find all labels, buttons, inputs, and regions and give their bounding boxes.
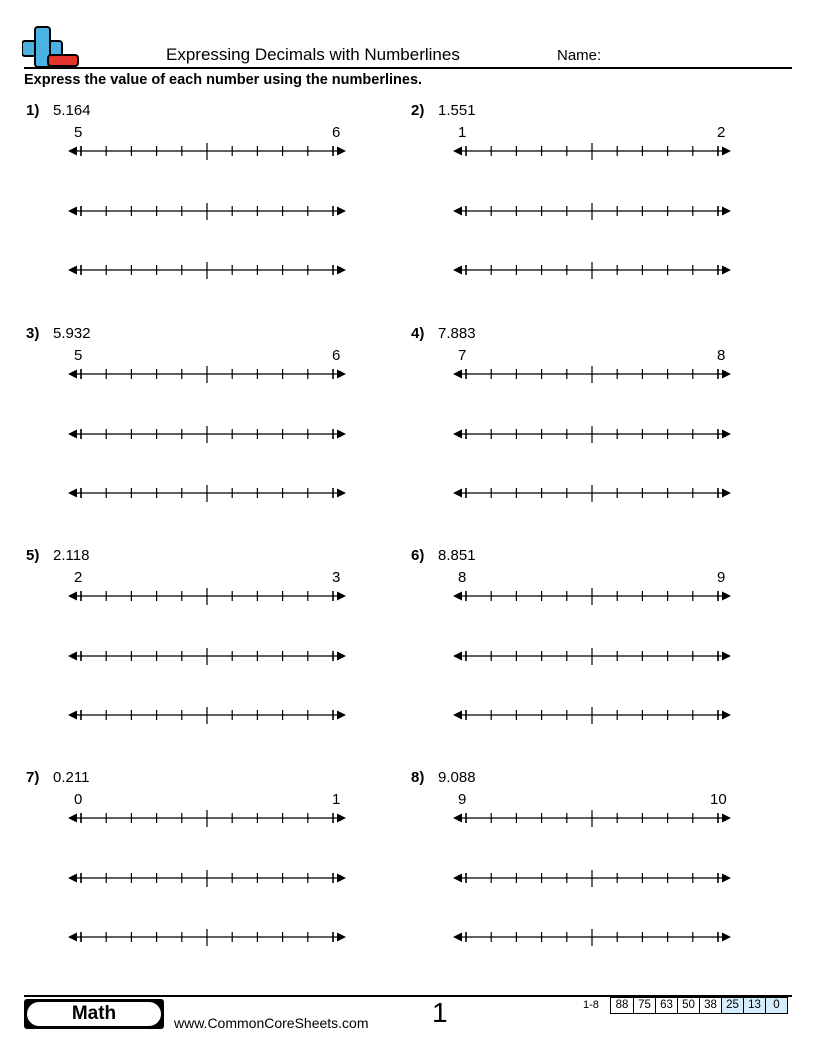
left-arrow-icon [453, 652, 462, 661]
right-arrow-icon [722, 370, 731, 379]
numberline [449, 648, 735, 673]
left-arrow-icon [453, 207, 462, 216]
left-arrow-icon [68, 711, 77, 720]
left-arrow-icon [68, 207, 77, 216]
numberline [449, 262, 735, 287]
left-arrow-icon [68, 933, 77, 942]
numberline-start-label: 5 [74, 347, 83, 364]
numberline-svg [449, 707, 735, 727]
numberline-end-label: 2 [717, 124, 726, 141]
numberline-svg [64, 707, 350, 727]
right-arrow-icon [722, 711, 731, 720]
numberline-start-label: 7 [458, 347, 467, 364]
numberline-svg [449, 648, 735, 668]
numberline [64, 810, 350, 835]
left-arrow-icon [68, 814, 77, 823]
left-arrow-icon [453, 430, 462, 439]
left-arrow-icon [453, 814, 462, 823]
right-arrow-icon [722, 814, 731, 823]
worksheet-title: Expressing Decimals with Numberlines [166, 45, 460, 64]
problem-value: 8.851 [438, 547, 476, 564]
numberline [449, 485, 735, 510]
problem-number: 2) [411, 102, 425, 119]
problem-value: 5.932 [53, 325, 91, 342]
numberline [64, 143, 350, 168]
left-arrow-icon [453, 874, 462, 883]
numberline [449, 366, 735, 391]
numberline-svg [64, 929, 350, 949]
numberline-end-label: 10 [710, 791, 727, 808]
problem-number: 1) [26, 102, 40, 119]
problem-2 [411, 102, 771, 302]
numberline-svg [449, 203, 735, 223]
numberline [64, 929, 350, 954]
problem-value: 2.118 [53, 547, 90, 564]
problem-number: 3) [26, 325, 40, 342]
score-cell: 63 [655, 998, 677, 1013]
right-arrow-icon [722, 489, 731, 498]
numberline [64, 588, 350, 613]
header-divider [24, 67, 792, 69]
problem-number: 7) [26, 769, 40, 786]
right-arrow-icon [722, 592, 731, 601]
right-arrow-icon [722, 207, 731, 216]
left-arrow-icon [453, 592, 462, 601]
website-url: www.CommonCoreSheets.com [174, 1015, 369, 1031]
numberline-svg [449, 810, 735, 830]
numberline-start-label: 5 [74, 124, 83, 141]
numberline [64, 262, 350, 287]
left-arrow-icon [453, 266, 462, 275]
numberline [64, 203, 350, 228]
numberline-svg [64, 870, 350, 890]
numberline-start-label: 0 [74, 791, 83, 808]
numberline-svg [64, 485, 350, 505]
numberline-svg [64, 366, 350, 386]
left-arrow-icon [68, 489, 77, 498]
numberline-svg [64, 203, 350, 223]
numberline-svg [449, 588, 735, 608]
left-arrow-icon [68, 266, 77, 275]
numberline-svg [449, 485, 735, 505]
instructions: Express the value of each number using the numberlines. [24, 72, 423, 88]
score-cell-highlighted: 0 [765, 998, 787, 1013]
left-arrow-icon [68, 370, 77, 379]
numberline-end-label: 8 [717, 347, 726, 364]
right-arrow-icon [337, 933, 346, 942]
left-arrow-icon [453, 489, 462, 498]
subject-label: Math [27, 1002, 161, 1026]
problem-value: 1.551 [438, 102, 476, 119]
numberline-svg [449, 366, 735, 386]
numberline [64, 366, 350, 391]
right-arrow-icon [722, 652, 731, 661]
left-arrow-icon [68, 874, 77, 883]
right-arrow-icon [337, 814, 346, 823]
numberline-start-label: 9 [458, 791, 467, 808]
right-arrow-icon [722, 147, 731, 156]
numberline-end-label: 6 [332, 347, 341, 364]
problem-8 [411, 769, 771, 969]
numberline-end-label: 6 [332, 124, 341, 141]
numberline-svg [64, 648, 350, 668]
numberline-end-label: 9 [717, 569, 726, 586]
right-arrow-icon [337, 874, 346, 883]
problem-3 [26, 325, 386, 525]
problem-number: 8) [411, 769, 425, 786]
left-arrow-icon [453, 147, 462, 156]
right-arrow-icon [337, 266, 346, 275]
right-arrow-icon [337, 147, 346, 156]
numberline [449, 870, 735, 895]
right-arrow-icon [337, 430, 346, 439]
name-label: Name: [557, 47, 602, 64]
right-arrow-icon [722, 874, 731, 883]
score-cell: 88 [615, 999, 629, 1011]
left-arrow-icon [68, 147, 77, 156]
left-arrow-icon [68, 652, 77, 661]
numberline [64, 870, 350, 895]
numberline [449, 203, 735, 228]
problem-6 [411, 547, 771, 747]
plus-minus-logo-icon [22, 24, 82, 68]
right-arrow-icon [337, 592, 346, 601]
right-arrow-icon [722, 266, 731, 275]
right-arrow-icon [337, 370, 346, 379]
problem-5 [26, 547, 386, 747]
numberline [449, 810, 735, 835]
left-arrow-icon [453, 370, 462, 379]
score-cell-highlighted: 25 [721, 998, 743, 1013]
problem-number: 5) [26, 547, 40, 564]
left-arrow-icon [68, 430, 77, 439]
problem-4 [411, 325, 771, 525]
right-arrow-icon [337, 489, 346, 498]
score-cell: 75 [633, 998, 655, 1013]
page-number: 1 [432, 997, 448, 1028]
numberline [449, 707, 735, 732]
problem-value: 5.164 [53, 102, 91, 119]
numberline-svg [64, 262, 350, 282]
right-arrow-icon [337, 207, 346, 216]
problem-number: 6) [411, 547, 425, 564]
left-arrow-icon [68, 592, 77, 601]
numberline [64, 648, 350, 673]
score-cell-highlighted: 13 [743, 998, 765, 1013]
numberline-svg [64, 143, 350, 163]
numberline-svg [449, 870, 735, 890]
score-cell: 38 [699, 998, 721, 1013]
numberline-end-label: 3 [332, 569, 341, 586]
numberline-svg [64, 426, 350, 446]
numberline [449, 143, 735, 168]
problem-value: 7.883 [438, 325, 476, 342]
right-arrow-icon [337, 652, 346, 661]
score-table [610, 997, 788, 1014]
numberline [449, 426, 735, 451]
right-arrow-icon [722, 430, 731, 439]
numberline-svg [64, 588, 350, 608]
numberline-end-label: 1 [332, 791, 341, 808]
right-arrow-icon [337, 711, 346, 720]
numberline [64, 485, 350, 510]
numberline [64, 707, 350, 732]
problem-1 [26, 102, 386, 302]
numberline [449, 588, 735, 613]
subject-badge [24, 999, 164, 1029]
right-arrow-icon [722, 933, 731, 942]
problem-value: 9.088 [438, 769, 476, 786]
problem-value: 0.211 [53, 769, 90, 786]
numberline-svg [64, 810, 350, 830]
numberline-svg [449, 262, 735, 282]
numberline-svg [449, 929, 735, 949]
numberline-start-label: 8 [458, 569, 467, 586]
numberline [449, 929, 735, 954]
numberline-start-label: 1 [458, 124, 467, 141]
numberline-start-label: 2 [74, 569, 83, 586]
numberline-svg [449, 143, 735, 163]
numberline-svg [449, 426, 735, 446]
numberline [64, 426, 350, 451]
left-arrow-icon [453, 711, 462, 720]
problem-7 [26, 769, 386, 969]
score-range-label: 1-8 [583, 999, 599, 1011]
score-cell: 50 [677, 998, 699, 1013]
problem-number: 4) [411, 325, 425, 342]
left-arrow-icon [453, 933, 462, 942]
